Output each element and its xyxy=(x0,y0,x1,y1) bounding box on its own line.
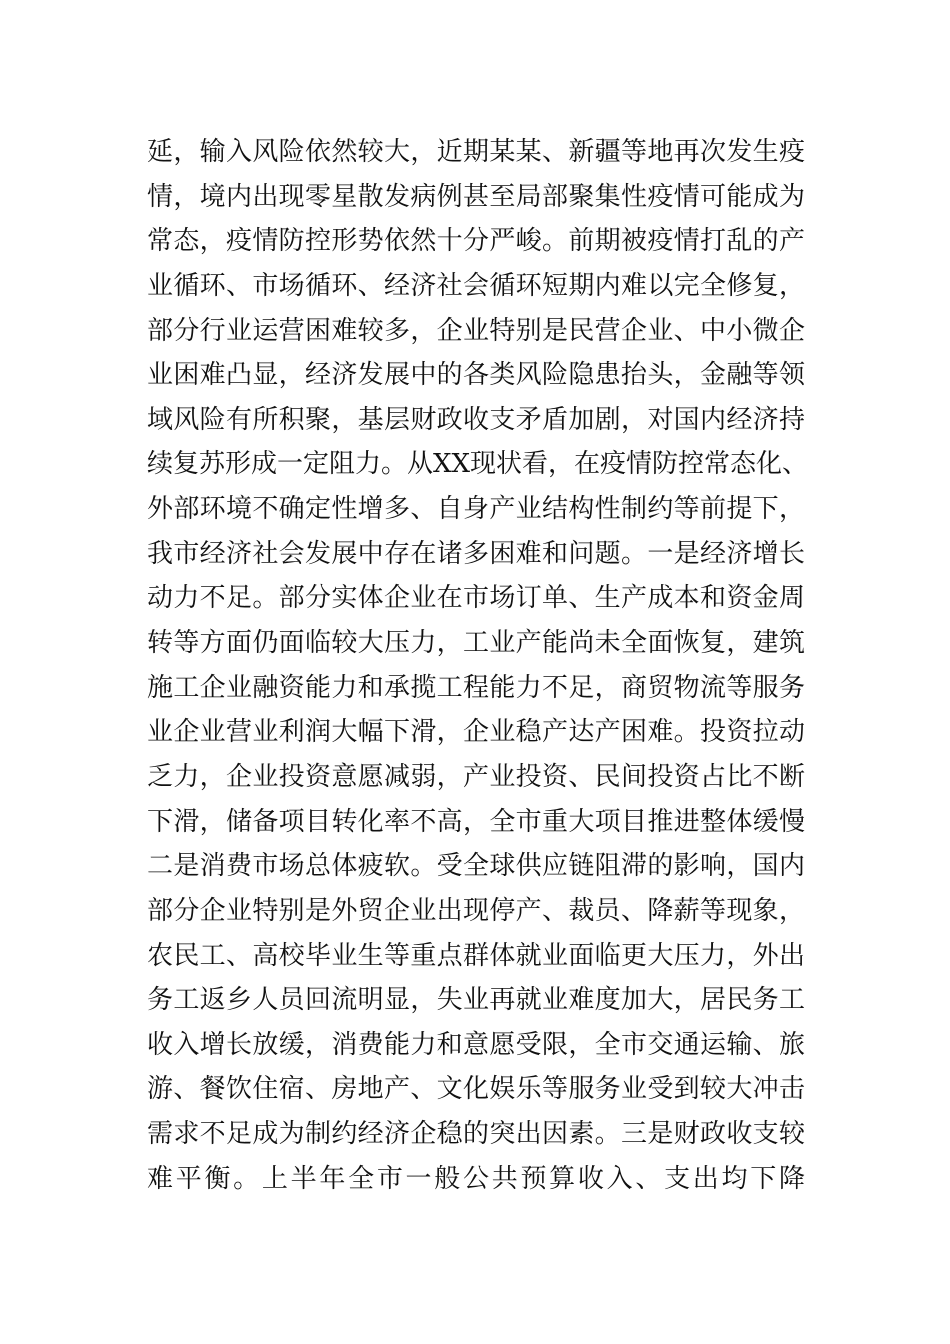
text-line: 外部环境不确定性增多、自身产业结构性制约等前提下， xyxy=(147,494,805,525)
text-line: 延，输入风险依然较大，近期某某、新疆等地再次发生疫 xyxy=(147,137,805,167)
document-body xyxy=(147,130,809,1201)
text-line: 常态，疫情防控形势依然十分严峻。前期被疫情打乱的产 xyxy=(147,226,805,257)
text-line: 难平衡。上半年全市一般公共预算收入、支出均下降 xyxy=(147,1163,805,1194)
text-line: 动力不足。部分实体企业在市场订单、生产成本和资金周 xyxy=(147,583,805,614)
text-line: 农民工、高校毕业生等重点群体就业面临更大压力，外出 xyxy=(147,940,805,971)
text-line: 业企业营业利润大幅下滑，企业稳产达产困难。投资拉动 xyxy=(147,717,805,748)
text-line: 部分行业运营困难较多，企业特别是民营企业、中小微企 xyxy=(147,315,805,346)
text-line: 转等方面仍面临较大压力，工业产能尚未全面恢复，建筑 xyxy=(147,628,805,659)
text-line: 续复苏形成一定阻力。从XX现状看，在疫情防控常态化、 xyxy=(147,449,809,480)
text-line: 游、餐饮住宿、房地产、文化娱乐等服务业受到较大冲击 xyxy=(147,1074,805,1105)
text-line: 收入增长放缓，消费能力和意愿受限，全市交通运输、旅 xyxy=(147,1029,805,1060)
text-line: 务工返乡人员回流明显，失业再就业难度加大，居民务工 xyxy=(147,985,805,1016)
text-line: 施工企业融资能力和承揽工程能力不足，商贸物流等服务 xyxy=(147,672,805,703)
text-line: 我市经济社会发展中存在诸多困难和问题。一是经济增长 xyxy=(147,538,805,569)
text-line: 乏力，企业投资意愿减弱，产业投资、民间投资占比不断 xyxy=(147,761,805,792)
text-line: 业循环、市场循环、经济社会循环短期内难以完全修复， xyxy=(147,270,805,301)
text-line: 需求不足成为制约经济企稳的突出因素。三是财政收支较 xyxy=(147,1119,805,1150)
text-line: 部分企业特别是外贸企业出现停产、裁员、降薪等现象， xyxy=(147,895,805,926)
text-line: 业困难凸显，经济发展中的各类风险隐患抬头，金融等领 xyxy=(147,360,805,391)
text-line: 下滑，储备项目转化率不高，全市重大项目推进整体缓慢 xyxy=(147,806,805,837)
text-line: 情，境内出现零星散发病例甚至局部聚集性疫情可能成为 xyxy=(147,181,805,212)
text-line: 域风险有所积聚，基层财政收支矛盾加剧，对国内经济持 xyxy=(147,404,805,435)
text-line: 二是消费市场总体疲软。受全球供应链阻滞的影响，国内 xyxy=(147,851,805,882)
